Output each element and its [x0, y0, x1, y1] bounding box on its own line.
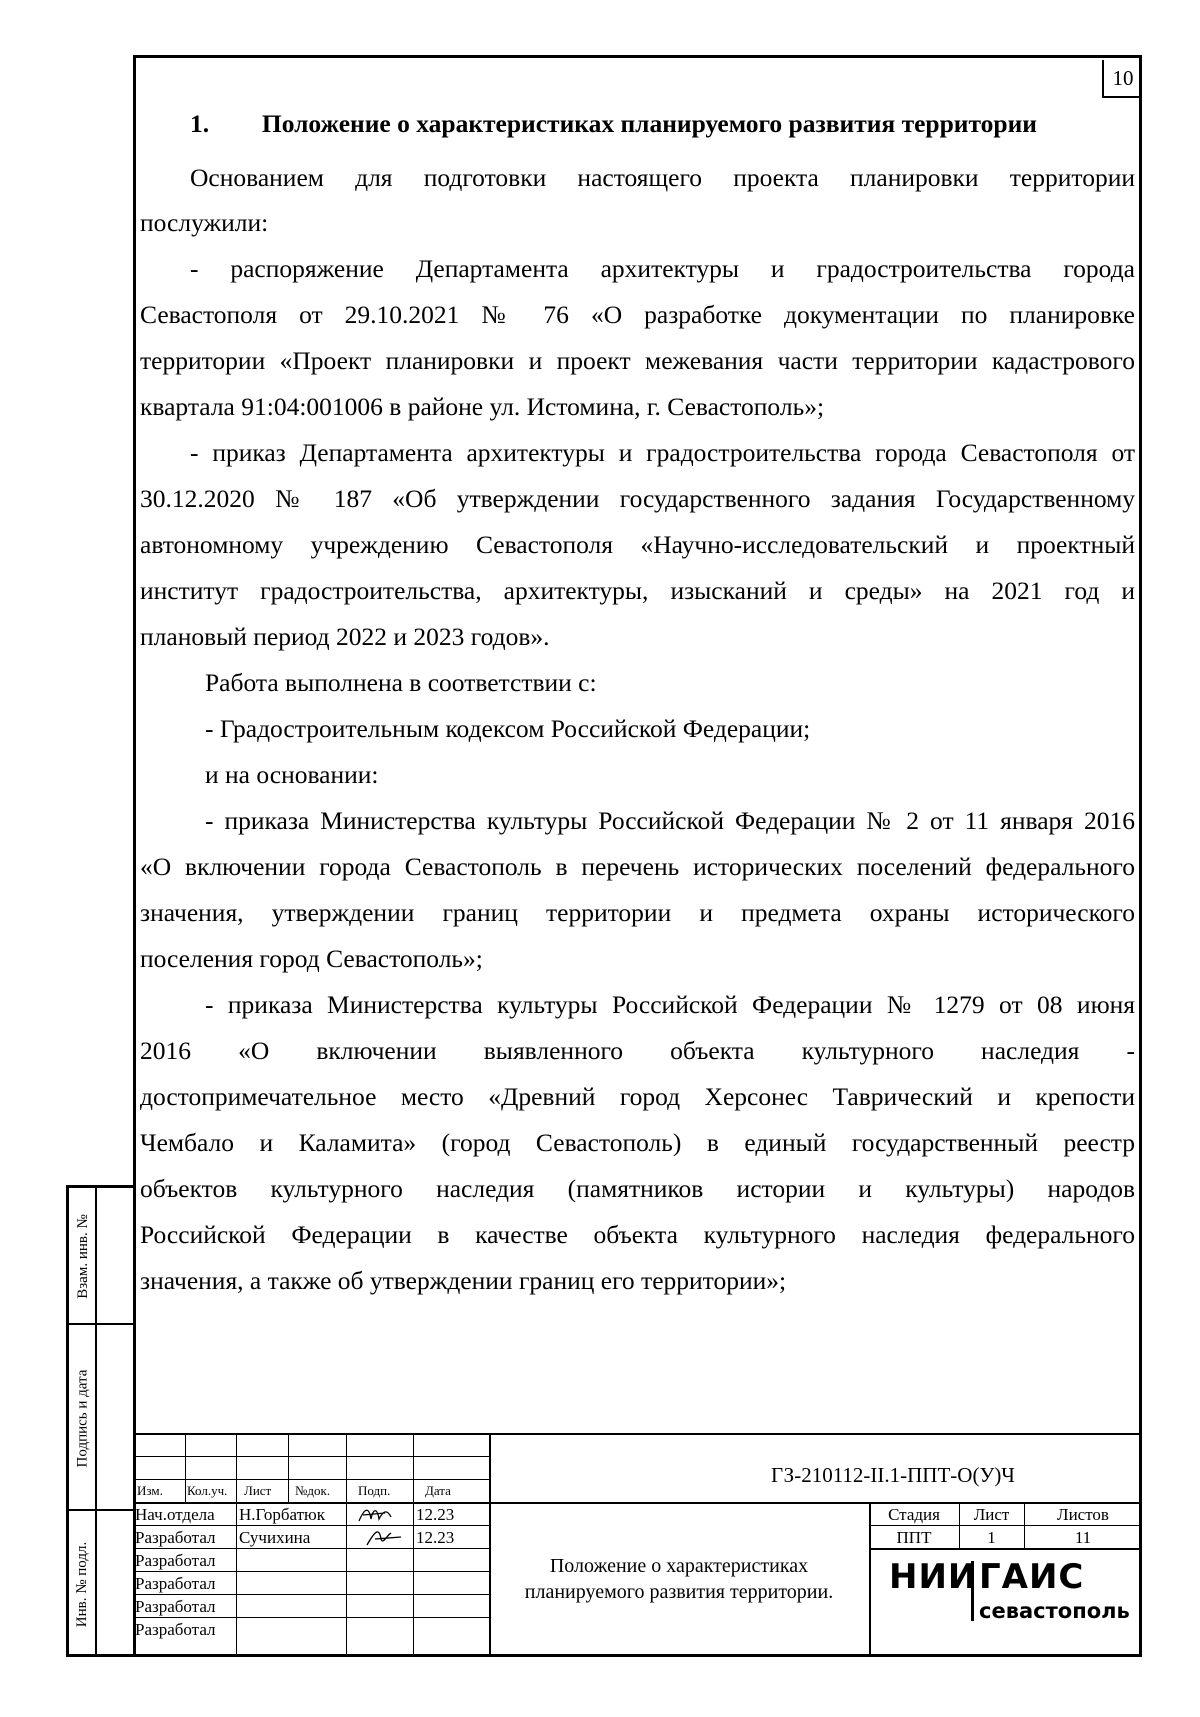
col-koluch: Кол.уч. — [187, 1483, 228, 1498]
title-block — [133, 1433, 1142, 1657]
col-data: Дата — [425, 1483, 451, 1498]
body-line: значения, а также об утверждении границ его территории»; — [140, 1266, 787, 1295]
inv-label: Инв. № подл. — [74, 1541, 91, 1627]
body-line: территории «Проект планировки и проект межевания части территории кадастрового — [140, 346, 1135, 375]
row-role: Разработал — [135, 1551, 216, 1570]
body-line: объектов культурного наследия (памятников истории и культуры) народов — [140, 1174, 1135, 1203]
body-line: поселения город Севастополь»; — [140, 944, 483, 973]
col-podp: Подп. — [358, 1483, 391, 1498]
document-title — [489, 1553, 869, 1605]
section-heading — [190, 109, 1185, 139]
signature-image — [355, 1503, 403, 1527]
body-line: Работа выполнена в соответствии с: — [205, 668, 597, 697]
logo-divider — [971, 1561, 974, 1621]
body-line: - приказа Министерства культуры Российской Федерации № 2 от 11 января 2016 — [205, 806, 1135, 835]
body-line: Российской Федерации в качестве объекта культурного наследия федерального — [140, 1220, 1135, 1249]
page-number: 10 — [1102, 60, 1142, 98]
body-line: 30.12.2020 № 187 «Об утверждении государственного задания Государственному — [140, 484, 1135, 513]
body-line: «О включении города Севастополь в перечень исторических поселений федерального — [140, 852, 1135, 881]
body-line: и на основании: — [205, 760, 379, 789]
body-line: - приказ Департамента архитектуры и градостроительства города Севастополя от — [190, 438, 1135, 467]
row-name: Сучихина — [239, 1528, 311, 1547]
body-line: Чембало и Каламита» (город Севастополь) в единый государственный реестр — [140, 1128, 1135, 1157]
col-list: Лист — [244, 1483, 272, 1498]
sheet-value: 1 — [987, 1528, 996, 1547]
body-line: квартала 91:04:001006 в районе ул. Истомина, г. Севастополь»; — [140, 392, 825, 421]
body-line: достопримечательное место «Древний город Херсонес Таврический и крепости — [140, 1082, 1135, 1111]
body-line: Севастополя от 29.10.2021 № 76 «О разработке документации по планировке — [140, 300, 1135, 329]
body-line: Основанием для подготовки настоящего проекта планировки территории — [190, 163, 1135, 192]
body-line: послужили: — [140, 208, 269, 237]
inv-cell — [69, 1511, 133, 1657]
body-line: - Градостроительным кодексом Российской Федерации; — [205, 714, 811, 743]
col-ndok: №док. — [295, 1483, 331, 1498]
heading-number: 1. — [190, 109, 210, 138]
body-line: - распоряжение Департамента архитектуры и градостроительства города — [190, 254, 1135, 283]
body-line: плановый период 2022 и 2023 годов». — [140, 622, 550, 651]
podpis-cell — [69, 1325, 133, 1511]
sheets-value: 11 — [1074, 1528, 1092, 1547]
body-line: автономному учреждению Севастополя «Научно-исследовательский и проектный — [140, 530, 1135, 559]
col-izm: Изм. — [137, 1483, 163, 1498]
row-name: Н.Горбатюк — [239, 1505, 326, 1524]
side-stamp — [66, 1185, 133, 1657]
body-line: - приказа Министерства культуры Российской Федерации № 1279 от 08 июня — [205, 990, 1135, 1019]
logo-sevastopol: севастополь — [979, 1599, 1130, 1623]
body-line: 2016 «О включении выявленного объекта культурного наследия - — [140, 1036, 1135, 1065]
row-role: Нач.отдела — [135, 1505, 215, 1524]
body-line: институт градостроительства, архитектуры, изысканий и среды» на 2021 год и — [140, 576, 1135, 605]
document-code: ГЗ-210112-II.1-ППТ-О(У)Ч — [771, 1463, 1015, 1487]
logo-gais: ГАИС — [979, 1557, 1085, 1597]
body-line: значения, утверждении границ территории и предмета охраны исторического — [140, 898, 1135, 927]
row-role: Разработал — [135, 1574, 216, 1593]
signature-image — [361, 1525, 409, 1549]
podpis-label: Подпись и дата — [74, 1369, 91, 1467]
sheet-label: Лист — [973, 1505, 1010, 1524]
stage-value: ППТ — [896, 1528, 932, 1547]
vzam-label: Взам. инв. № — [74, 1214, 91, 1299]
row-role: Разработал — [135, 1620, 216, 1639]
vzam-cell — [69, 1188, 133, 1325]
document-title-line1: Положение о характеристиках — [549, 1555, 809, 1577]
document-title-line2: планируемого развития территории. — [524, 1581, 834, 1603]
heading-text: Положение о характеристиках планируемого развития территории — [261, 109, 1037, 138]
row-date: 12.23 — [416, 1528, 455, 1547]
row-role: Разработал — [135, 1597, 216, 1616]
row-date: 12.23 — [416, 1505, 455, 1524]
row-role: Разработал — [135, 1528, 216, 1547]
stage-label: Стадия — [888, 1505, 940, 1524]
sheets-label: Листов — [1057, 1505, 1109, 1524]
logo-nii: НИИ — [889, 1557, 978, 1597]
